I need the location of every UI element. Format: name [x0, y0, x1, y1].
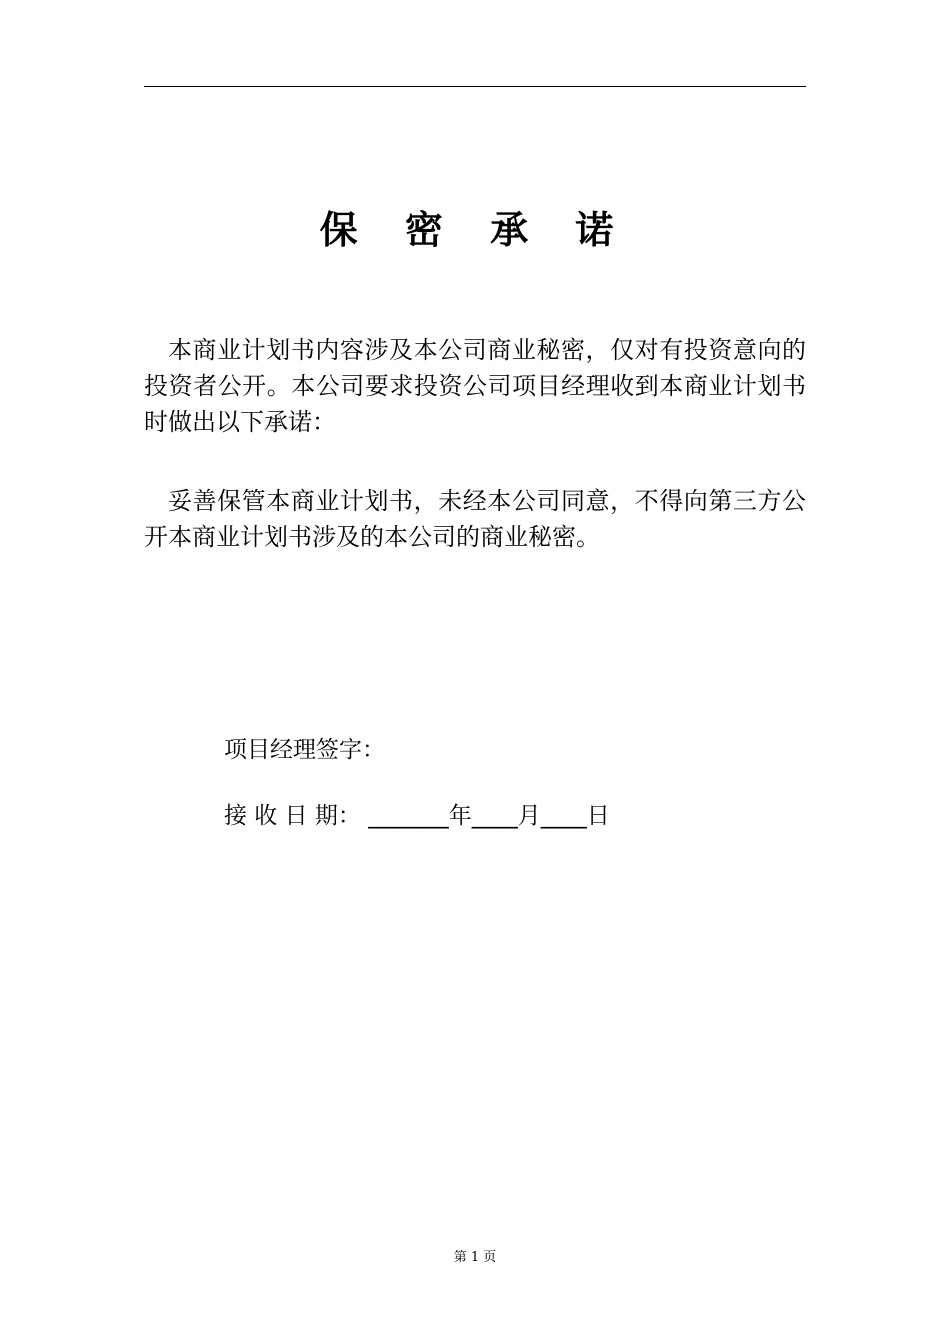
receipt-date-line: 接 收 日 期： _______年____月____日	[224, 803, 610, 829]
header-rule	[144, 86, 806, 87]
paragraph-intro: 本商业计划书内容涉及本公司商业秘密，仅对有投资意向的投资者公开。本公司要求投资公司项目经理收到本商业计划书时做出以下承诺：	[144, 336, 806, 436]
paragraph-commitment: 妥善保管本商业计划书，未经本公司同意，不得向第三方公开本商业计划书涉及的本公司的商业秘密。	[144, 487, 806, 551]
document-title: 保 密 承 诺	[319, 207, 631, 252]
page-number: 第 1 页	[453, 1250, 497, 1265]
signature-label: 项目经理签字：	[224, 737, 385, 763]
